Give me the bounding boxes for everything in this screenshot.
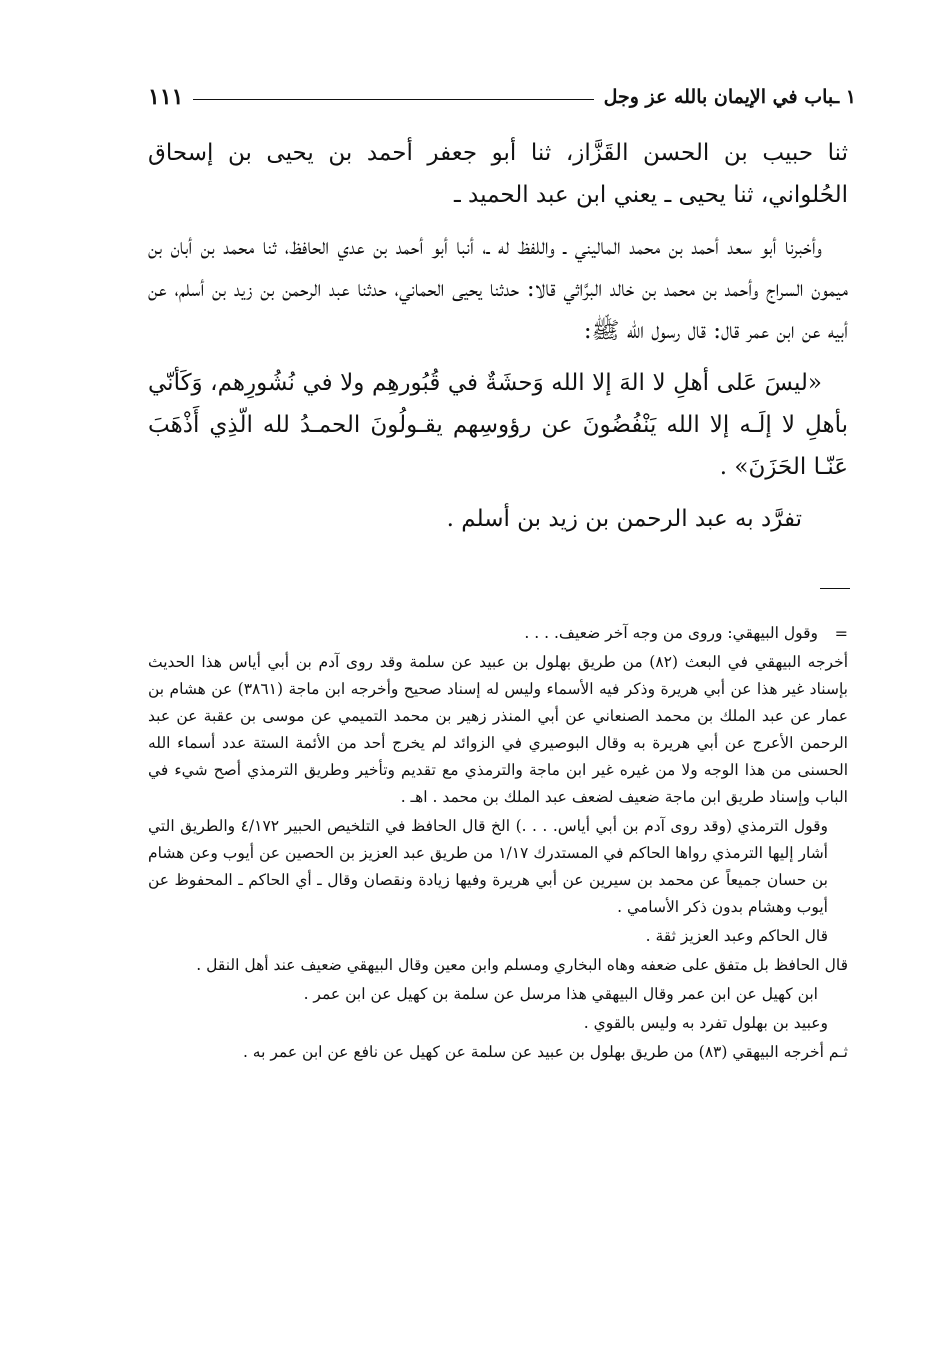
main-text — [148, 132, 848, 550]
footnote-paragraph: قال الحافظ بل متفق على ضعفه وهاه البخاري ومسلم وابن معين وقال البيهقي ضعيف عند أهل النقل . — [196, 956, 848, 974]
header-rule — [193, 99, 593, 100]
page-number: ١١١ — [148, 84, 184, 110]
footnote-paragraph: أخرجه البيهقي في البعث (٨٢) من طريق بهلول بن عبيد عن سلمة وقد روى آدم بن أبي أياس هذا الحديث بإسناد غير هذا عن أبي هريرة وذكر فيه الأسماء وليس له إسناد صحيح وأخرجه ابن ماجة (٣٨٦١) عن هشام بن عمار عن عبد الملك بن محمد الصنعاني عن أبي المنذر زهير بن محمد التميمي عن موسى بن عقبة عن عبد الرحمن الأعرج عن أبي هريرة به وقال البوصيري في الزوائد لم يخرج أحد من الأئمة الستة عدد أسماء الله الحسنى من هذا الوجه ولا من غيره غير ابن ماجة والترمذي مع تقديم وتأخير وطريق الترمذي أصح شيء في الباب وإسناد طريق ابن ماجة ضعيف لضعف عبد الملك بن محمد . اهـ . — [148, 653, 848, 806]
continuation-mark: = — [834, 624, 848, 643]
footnote-paragraph: ثـم أخرجه البيهقي (٨٣) من طريق بهلول بن عبيد عن سلمة عن كهيل عن نافع عن ابن عمر به . — [242, 1043, 848, 1061]
running-title: ١ ـباب في الإيمان بالله عز وجل — [603, 86, 856, 108]
paragraph-isnad-1: ثنا حبيب بن الحسن القَزَّاز، ثنا أبو جعفر أحمد بن يحيى بن إسحاق الحُلواني، ثنا يحيى ـ يعني ابن عبد الحميد ـ — [148, 140, 848, 208]
footnote-line: وقول البيهقي: وروى من وجه آخر ضعيف. . . . — [524, 624, 818, 642]
footnote-line: ابن كهيل عن ابن عمر وقال البيهقي هذا مرسل عن سلمة بن كهيل عن ابن عمر . — [303, 985, 818, 1003]
hadith-text: «ليسَ عَلى أهلِ لا الهَ إلا الله وَحشَةٌ في قُبُورهِم ولا في نُشُورِهم، وَكَأنّي بأهلِ لا إلَـه إلا الله يَنْفُضُونَ عن رؤوسِهم يقـولُونَ الحمـدُ لله الّذِي أَذْهَبَ عَنّـا الحَزَنَ» . — [148, 370, 848, 480]
page-header — [148, 82, 856, 112]
footnote-line: وعبيد بن بهلول تفرد به وليس بالقوي . — [583, 1014, 828, 1032]
paragraph-isnad-2: وأخبرنا أبو سعد أحمد بن محمد الماليني ـ واللفظ له ـ، أنبا أبو أحمد بن عدي الحافظ، ثنا محمد بن أبان بن ميمون السراج وأحمد بن محمد بن خالد البرَّاثي قالا: حدثنا يحيى الحماني، حدثنا عبد الرحمن بن زيد بن أسلم، عن أبيه عن ابن عمر قال: قال رسول الله ﷺ: — [148, 234, 848, 344]
footnote-continuation — [148, 620, 848, 647]
tafarrud-note: تفرَّد به عبد الرحمن بن زيد بن أسلم . — [446, 506, 802, 532]
footnote-separator — [820, 588, 850, 589]
footnotes — [148, 620, 848, 1068]
footnote-paragraph: وقول الترمذي (وقد روى آدم بن أبي أياس. . . .) الخ قال الحافظ في التلخيص الحبير ٤/١٧٢ والطريق التي أشار إليها الترمذي رواها الحاكم في المستدرك ١/١٧ من طريق عبد العزيز بن الحصين عن أيوب وعن هشام بن حسان جميعاً عن محمد بن سيرين عن أبي هريرة وفيها زيادة ونقصان وقال ـ أي الحاكم ـ المحفوظ عن أيوب وهشام بدون ذكر الأسامي . — [148, 817, 828, 916]
footnote-line: قال الحاكم وعبد العزيز ثقة . — [645, 927, 828, 945]
